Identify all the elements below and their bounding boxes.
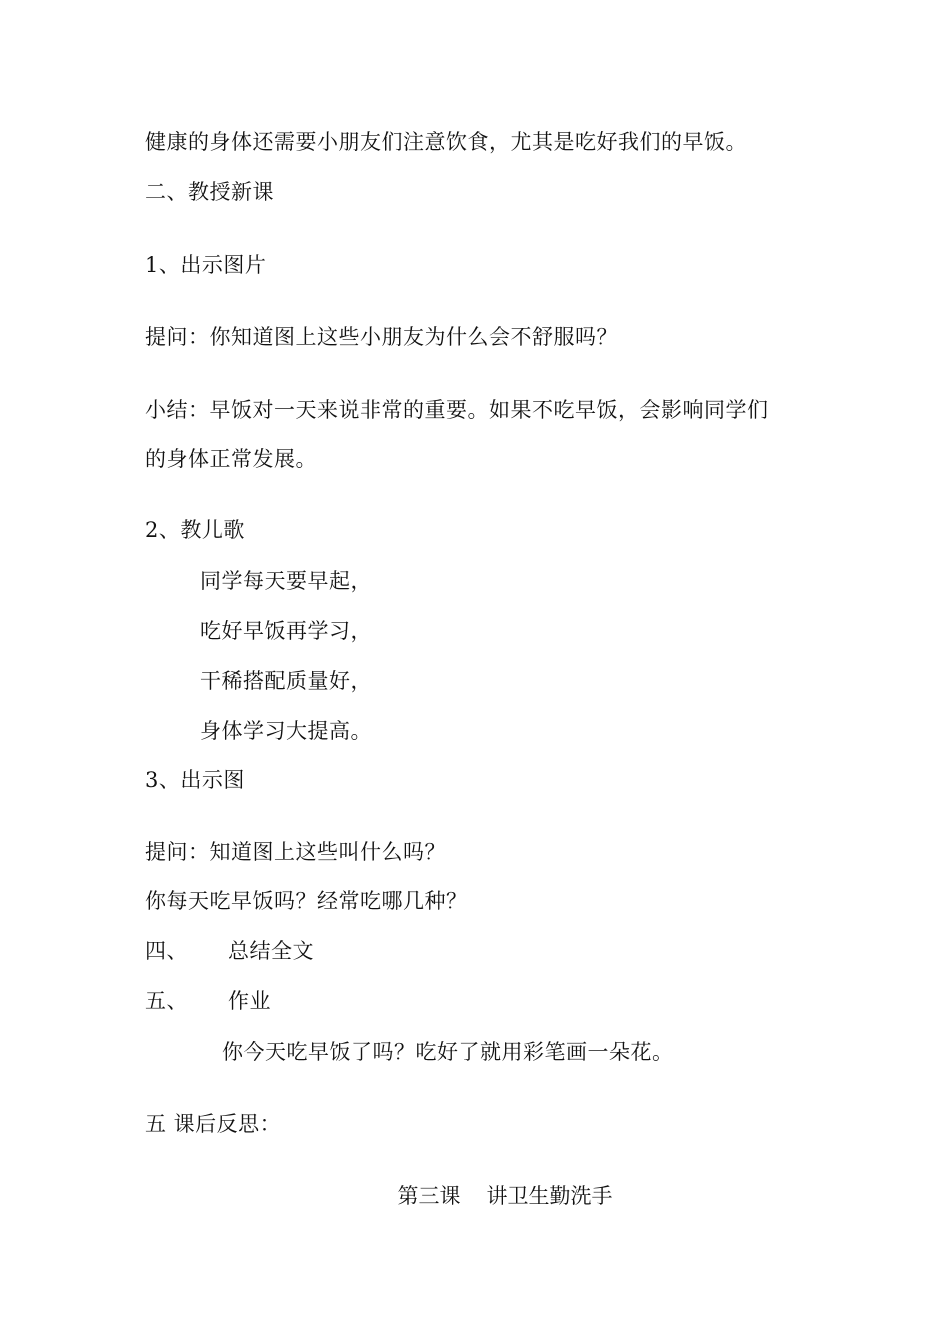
section-four-text: 总结全文 [228, 939, 314, 963]
next-lesson-number: 第三课 [397, 1184, 461, 1208]
section-four [145, 937, 314, 965]
song-line-1: 同学每天要早起， [200, 569, 372, 593]
song-line-3: 干稀搭配质量好， [200, 669, 372, 693]
item-show-picture-3: 3、出示图 [145, 768, 245, 792]
question-uncomfortable: 提问：你知道图上这些小朋友为什么会不舒服吗？ [145, 325, 618, 349]
summary-line-2: 的身体正常发展。 [145, 447, 317, 471]
section-four-number: 四、 [145, 939, 188, 963]
song-line-2: 吃好早饭再学习， [200, 619, 372, 643]
question-names: 提问：知道图上这些叫什么吗？ [145, 840, 446, 864]
heading-new-lesson: 二、教授新课 [145, 180, 274, 204]
item-show-pictures: 1、出示图片 [145, 253, 267, 277]
section-five [145, 987, 271, 1015]
song-line-4: 身体学习大提高。 [200, 719, 372, 743]
section-five-number: 五、 [145, 989, 188, 1013]
summary-line-1: 小结：早饭对一天来说非常的重要。如果不吃早饭，会影响同学们 [145, 398, 769, 422]
reflection-heading: 五 课后反思： [145, 1112, 282, 1136]
next-lesson-title [0, 1182, 950, 1210]
section-five-text: 作业 [228, 989, 271, 1013]
paragraph-intro: 健康的身体还需要小朋友们注意饮食，尤其是吃好我们的早饭。 [145, 130, 747, 154]
item-teach-song: 2、教儿歌 [145, 518, 245, 542]
question-breakfast: 你每天吃早饭吗？经常吃哪几种？ [145, 889, 468, 913]
next-lesson-name: 讲卫生勤洗手 [486, 1184, 613, 1208]
homework-text: 你今天吃早饭了吗？吃好了就用彩笔画一朵花。 [222, 1040, 674, 1064]
